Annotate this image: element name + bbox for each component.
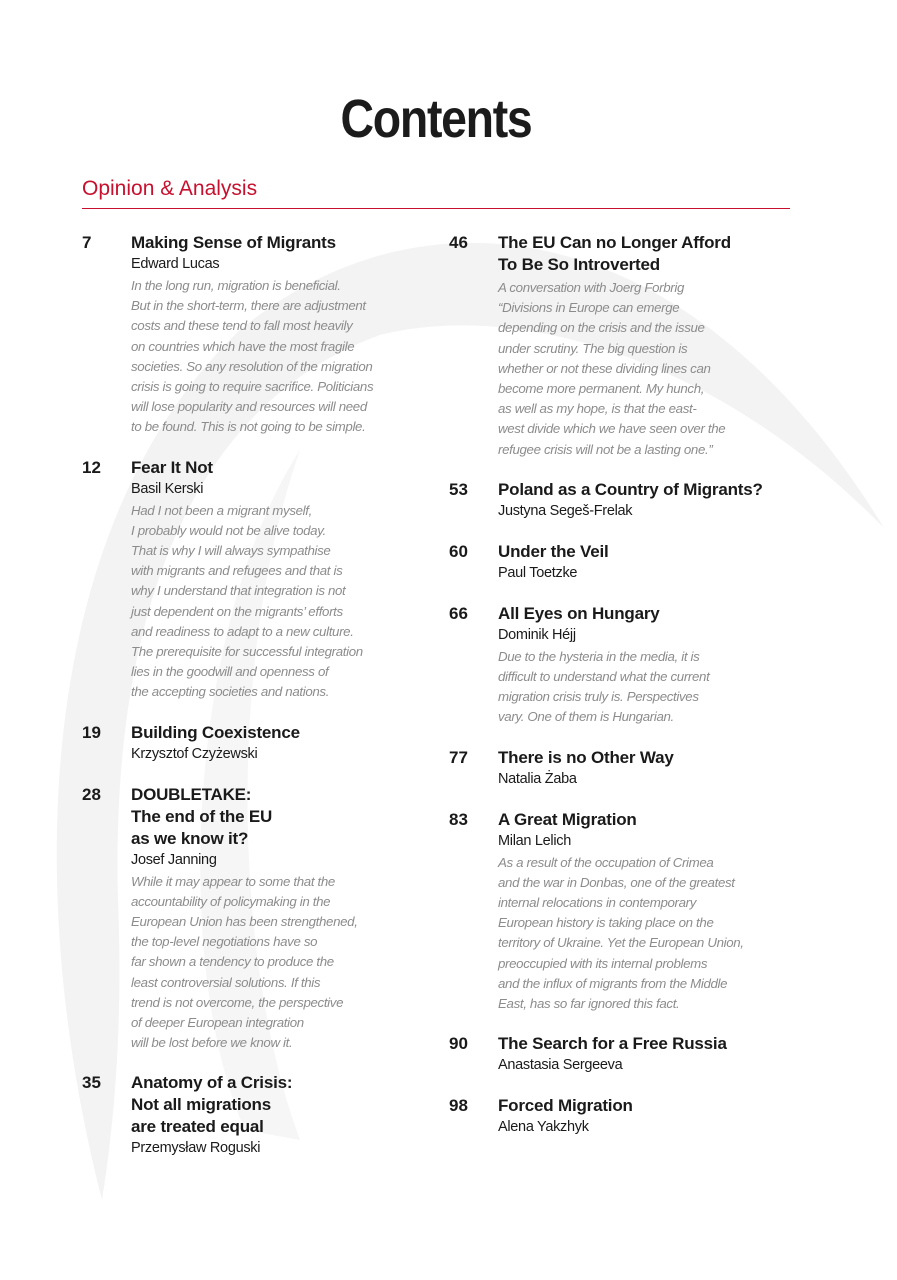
page-number: 53 (449, 479, 468, 499)
article-abstract: Had I not been a migrant myself, I probably would not be alive today. That is why I will always sympathise with migrants and refugees and that is why I understand that integration is not just dependent on the migrants’ efforts and readiness to adapt to a new culture. The prerequisite for successful integration lies in the goodwill and openness of the accepting societies and nations. (131, 502, 363, 700)
toc-entry[interactable] (82, 232, 412, 438)
page-number: 19 (82, 722, 101, 742)
article-title[interactable]: Forced Migration (498, 1096, 633, 1116)
page-title: Contents (340, 89, 532, 149)
article-author: Paul Toetzke (498, 564, 578, 581)
article-author: Milan Lelich (498, 832, 571, 849)
article-author: Krzysztof Czyżewski (131, 745, 258, 762)
page-number: 77 (449, 747, 468, 767)
section-divider (82, 208, 790, 209)
article-title[interactable]: Building Coexistence (131, 722, 300, 742)
article-author: Anastasia Sergeeva (498, 1057, 623, 1074)
toc-entry[interactable] (449, 232, 779, 460)
article-author: Przemysław Roguski (131, 1140, 261, 1157)
article-title[interactable]: There is no Other Way (498, 747, 674, 767)
article-title[interactable]: All Eyes on Hungary (498, 603, 660, 623)
page-number: 60 (449, 541, 468, 561)
article-title[interactable]: Fear It Not (131, 457, 213, 477)
article-author: Justyna Segeš-Frelak (498, 502, 633, 519)
article-abstract: Due to the hysteria in the media, it is difficult to understand what the current migration crisis truly is. Perspectives vary. One of them is Hungarian. (498, 648, 710, 725)
page-number: 83 (449, 809, 468, 829)
toc-entry[interactable] (449, 541, 779, 584)
toc-entry[interactable] (82, 722, 412, 765)
section-heading: Opinion & Analysis (82, 177, 258, 200)
article-title[interactable]: The EU Can no Longer Afford To Be So Introverted (498, 233, 731, 274)
article-title[interactable]: Under the Veil (498, 541, 609, 561)
article-title[interactable]: DOUBLETAKE: The end of the EU as we know it? (131, 784, 273, 848)
article-title[interactable]: Poland as a Country of Migrants? (498, 479, 763, 499)
article-abstract: A conversation with Joerg Forbrig “Divisions in Europe can emerge depending on the crisis and the issue under scrutiny. The big question is whether or not these dividing lines can become more permanent. My hunch, as well as my hope, is that the east- west divide which we have seen over the refugee crisis will not be a lasting one.” (498, 280, 726, 457)
page-number: 98 (449, 1096, 468, 1116)
toc-entry[interactable] (82, 457, 412, 703)
page-number: 46 (449, 233, 468, 252)
page-number: 12 (82, 457, 101, 477)
page-number: 35 (82, 1073, 101, 1093)
article-abstract: As a result of the occupation of Crimea and the war in Donbas, one of the greatest internal relocations in contemporary European history is taking place on the territory of Ukraine. Yet the European Union, preoccupied with its internal problems and the influx of migrants from the Middle East, has so far ignored this fact. (498, 854, 744, 1012)
toc-entry[interactable] (449, 1095, 779, 1138)
toc-column-left (82, 232, 412, 1159)
toc-entry[interactable] (449, 809, 779, 1015)
toc-entry[interactable] (449, 1033, 779, 1076)
toc-entry[interactable] (82, 1072, 412, 1159)
page-number: 66 (449, 603, 468, 623)
article-title[interactable]: A Great Migration (498, 809, 637, 829)
article-author: Dominik Héjj (498, 626, 576, 643)
article-abstract: In the long run, migration is beneficial. But in the short-term, there are adjustment costs and these tend to fall most heavily on countries which have the most fragile societies. So any resolution of the migration crisis is going to require sacrifice. Politicians will lose popularity and resources will need to be found. This is not going to be simple. (131, 278, 374, 435)
article-author: Basil Kerski (131, 480, 204, 497)
toc-column-right (449, 232, 779, 1138)
article-abstract: While it may appear to some that the accountability of policymaking in the European Union has been strengthened, the top-level negotiations have so far shown a tendency to produce the least controversial solutions. If this trend is not overcome, the perspective of deeper European integration will be lost before we know it. (131, 873, 358, 1051)
article-title[interactable]: The Search for a Free Russia (498, 1034, 727, 1054)
article-title[interactable]: Making Sense of Migrants (131, 233, 336, 252)
article-author: Natalia Żaba (498, 770, 577, 787)
toc-entry[interactable] (449, 603, 779, 728)
page-number: 7 (82, 233, 92, 252)
toc-entry[interactable] (449, 747, 779, 790)
page-number: 90 (449, 1034, 468, 1054)
article-author: Josef Janning (131, 851, 217, 868)
article-author: Alena Yakzhyk (498, 1119, 589, 1136)
toc-entry[interactable] (82, 784, 412, 1054)
article-author: Edward Lucas (131, 256, 220, 272)
page-number: 28 (82, 784, 101, 804)
article-title[interactable]: Anatomy of a Crisis: Not all migrations are treated equal (131, 1073, 293, 1137)
toc-entry[interactable] (449, 479, 779, 522)
